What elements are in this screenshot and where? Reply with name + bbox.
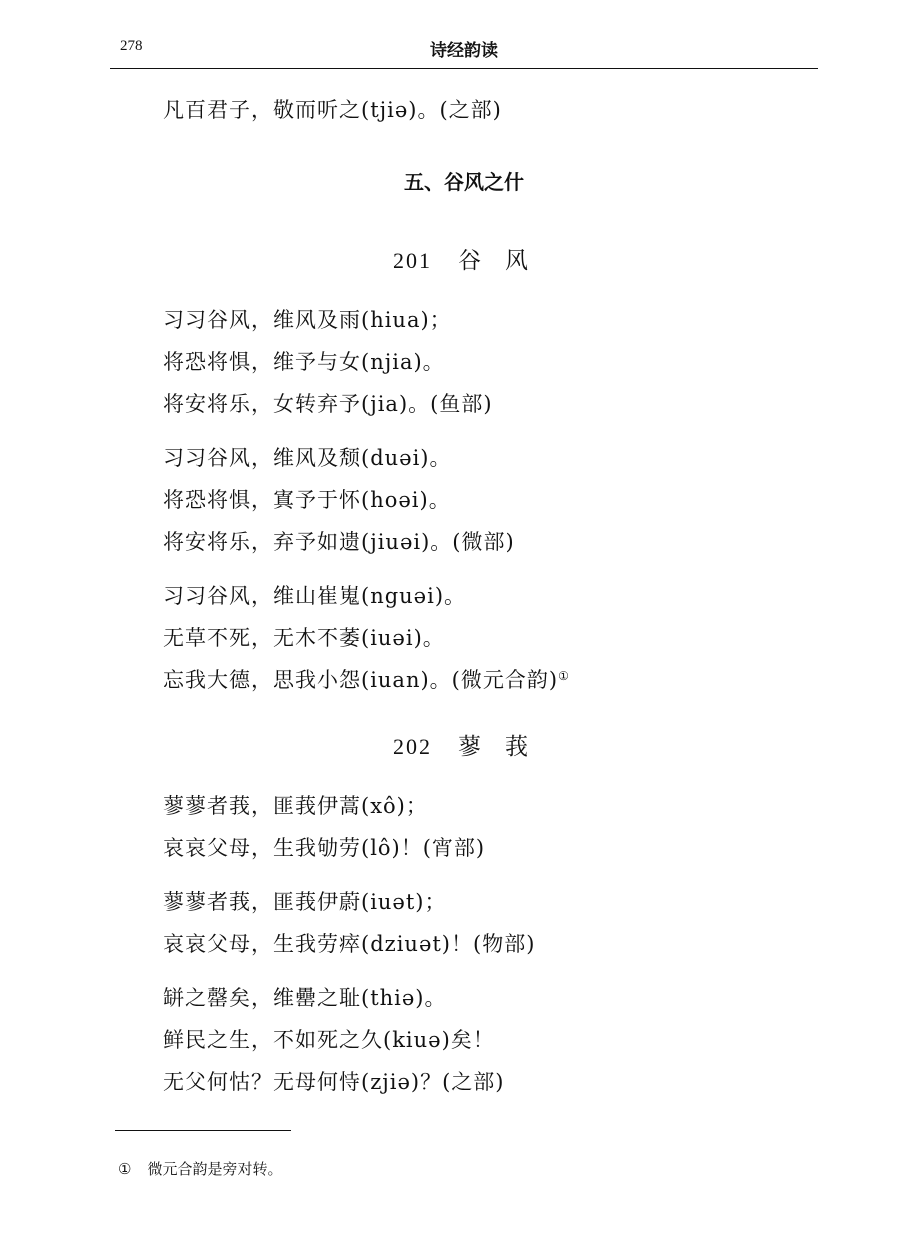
poem-title-char: 风 <box>505 248 530 274</box>
poem-line: 无父何怙？无母何恃(zjiə)？(之部) <box>163 1070 505 1094</box>
section-title: 五、谷风之什 <box>404 170 524 194</box>
poem-line: 缾之罄矣，维罍之耻(thiə)。 <box>163 986 447 1010</box>
poem-line-text: 忘我大德，思我小怨(iuan)。(微元合韵) <box>163 668 559 692</box>
poem-number: 201 <box>393 248 432 273</box>
poem-line: 鲜民之生，不如死之久(kiuə)矣！ <box>163 1028 495 1052</box>
header-rule <box>110 68 818 69</box>
poem-line: 习习谷风，维风及雨(hiua)； <box>163 308 452 332</box>
poem-line: 将安将乐，女转弃予(jia)。(鱼部) <box>163 392 493 416</box>
footnote <box>118 1158 282 1179</box>
page-header <box>110 36 818 66</box>
poem-line: 无草不死，无木不萎(iuəi)。 <box>163 626 445 650</box>
footnote-rule <box>115 1130 291 1131</box>
poem-title-char: 谷 <box>458 248 483 274</box>
poem-title-201 <box>393 242 530 275</box>
poem-line: 习习谷风，维风及颓(duəi)。 <box>163 446 452 470</box>
running-title: 诗经韵读 <box>430 41 498 61</box>
poem-line: 将恐将惧，维予与女(njia)。 <box>163 350 445 374</box>
footnote-text: 微元合韵是旁对转。 <box>147 1160 283 1178</box>
poem-line: 蓼蓼者莪，匪莪伊蔚(iuət)； <box>163 890 447 914</box>
poem-line: 习习谷风，维山崔嵬(nguəi)。 <box>163 584 467 608</box>
intro-line: 凡百君子，敬而听之(tjiə)。(之部) <box>163 98 502 122</box>
page-number: 278 <box>120 38 143 54</box>
poem-number: 202 <box>393 734 432 759</box>
poem-line: 哀哀父母，生我劬劳(lô)！(宵部) <box>163 836 486 860</box>
poem-line: 将安将乐，弃予如遗(jiuəi)。(微部) <box>163 530 515 554</box>
poem-line: 蓼蓼者莪，匪莪伊蒿(xô)； <box>163 794 428 818</box>
footnote-mark: ① <box>118 1160 132 1178</box>
poem-line: 哀哀父母，生我劳瘁(dziuət)！(物部) <box>163 932 536 956</box>
poem-line-with-note <box>163 667 570 693</box>
footnote-ref: ① <box>558 669 570 683</box>
poem-title-char: 莪 <box>505 734 530 760</box>
poem-title-202 <box>393 728 530 761</box>
poem-line: 将恐将惧，寘予于怀(hoəi)。 <box>163 488 451 512</box>
poem-title-char: 蓼 <box>458 734 483 760</box>
